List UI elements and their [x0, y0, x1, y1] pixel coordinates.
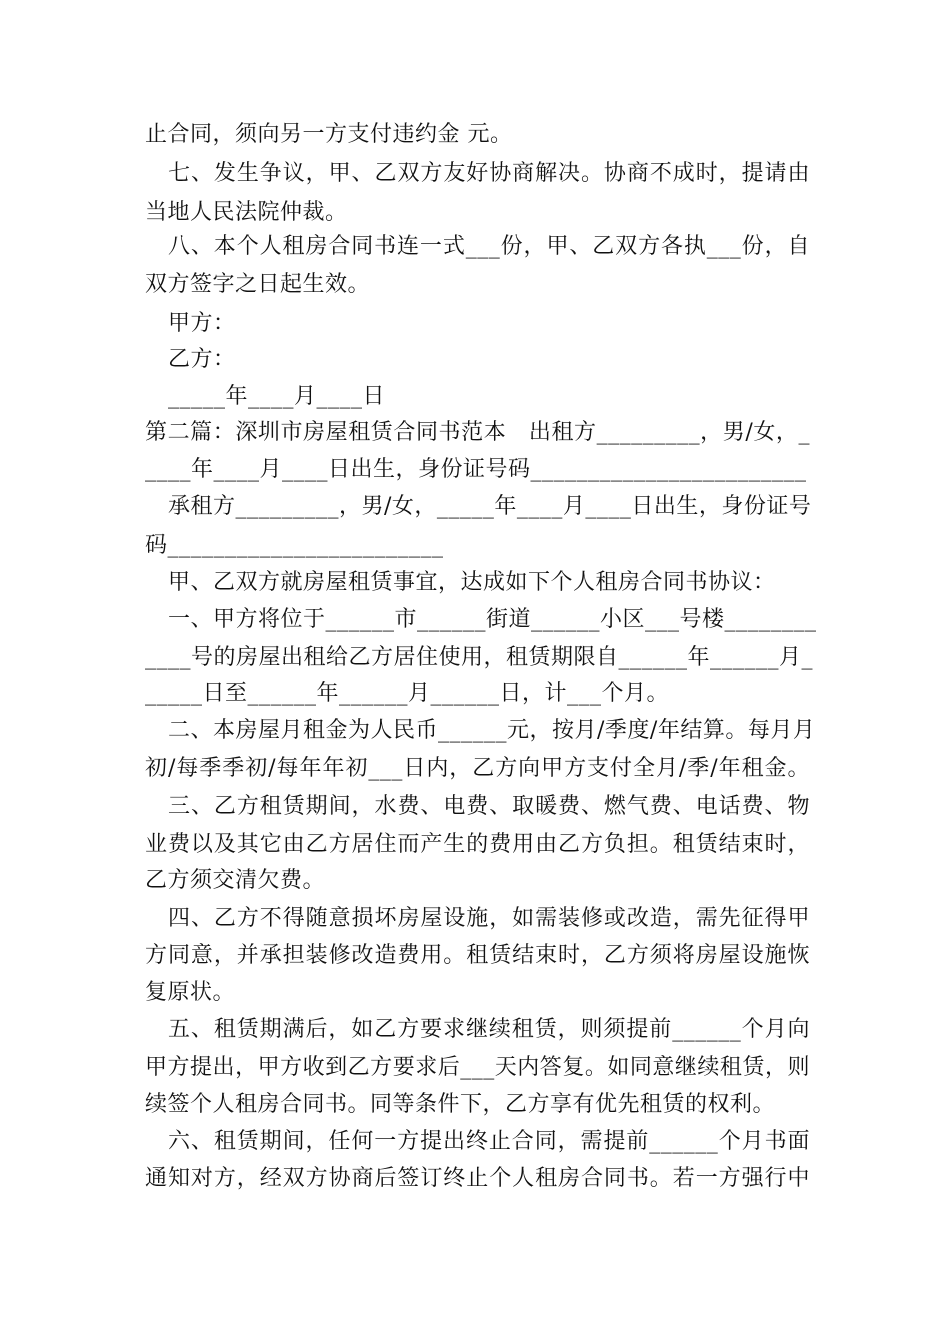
- clause-1: 一、甲方将位于______市______街道______小区___号楼________: [168, 607, 817, 632]
- clause-6: 六、租赁期间，任何一方提出终止合同，需提前______个月书面: [168, 1129, 810, 1154]
- text-line: 通知对方，经双方协商后签订终止个人租房合同书。若一方强行中: [145, 1166, 810, 1191]
- clause-4: 四、乙方不得随意损坏房屋设施，如需装修或改造，需先征得甲: [168, 906, 810, 931]
- text-line: 复原状。: [145, 980, 236, 1005]
- text-line: 当地人民法院仲裁。: [145, 200, 348, 225]
- text-line: 方同意，并承担装修改造费用。租赁结束时，乙方须将房屋设施恢: [145, 943, 810, 968]
- text-line: 续签个人租房合同书。同等条件下，乙方享有优先租赁的权利。: [145, 1092, 776, 1117]
- section-heading: 第二篇：深圳市房屋租赁合同书范本 出租方_________，男/女，_: [145, 420, 810, 445]
- text-line: 初/每季季初/每年年初___日内，乙方向甲方支付全月/季/年租金。: [145, 756, 810, 781]
- text-line: _____日至______年______月______日，计___个月。: [145, 681, 670, 706]
- clause-3: 三、乙方租赁期间，水费、电费、取暖费、燃气费、电话费、物: [168, 794, 810, 819]
- text-line: 甲、乙双方就房屋租赁事宜，达成如下个人租房合同书协议：: [168, 570, 776, 595]
- text-line: 承租方_________，男/女，_____年____月____日出生，身份证号: [168, 494, 812, 519]
- text-line: ____年____月____日出生，身份证号码________________________: [145, 457, 807, 482]
- clause-2: 二、本房屋月租金为人民币______元，按月/季度/年结算。每月月: [168, 718, 816, 743]
- text-line: 乙方须交清欠费。: [145, 868, 326, 893]
- signature-party-b: 乙方：: [168, 347, 236, 372]
- clause-5: 五、租赁期满后，如乙方要求继续租赁，则须提前______个月向: [168, 1017, 810, 1042]
- text-line: 七、发生争议，甲、乙双方友好协商解决。协商不成时，提请由: [168, 161, 810, 186]
- text-line: 业费以及其它由乙方居住而产生的费用由乙方负担。租赁结束时，: [145, 832, 810, 857]
- text-line: 双方签字之日起生效。: [145, 272, 371, 297]
- text-line: ____号的房屋出租给乙方居住使用，租赁期限自______年______月_: [145, 645, 814, 670]
- signature-date: _____年____月____日: [168, 384, 386, 409]
- text-line: 止合同，须向另一方支付违约金 元。: [145, 122, 513, 147]
- text-line: 甲方提出，甲方收到乙方要求后___天内答复。如同意继续租赁，则: [145, 1055, 810, 1080]
- text-line: 八、本个人租房合同书连一式___份，甲、乙双方各执___份，自: [168, 234, 810, 259]
- signature-party-a: 甲方：: [168, 311, 236, 336]
- text-line: 码________________________: [145, 533, 444, 558]
